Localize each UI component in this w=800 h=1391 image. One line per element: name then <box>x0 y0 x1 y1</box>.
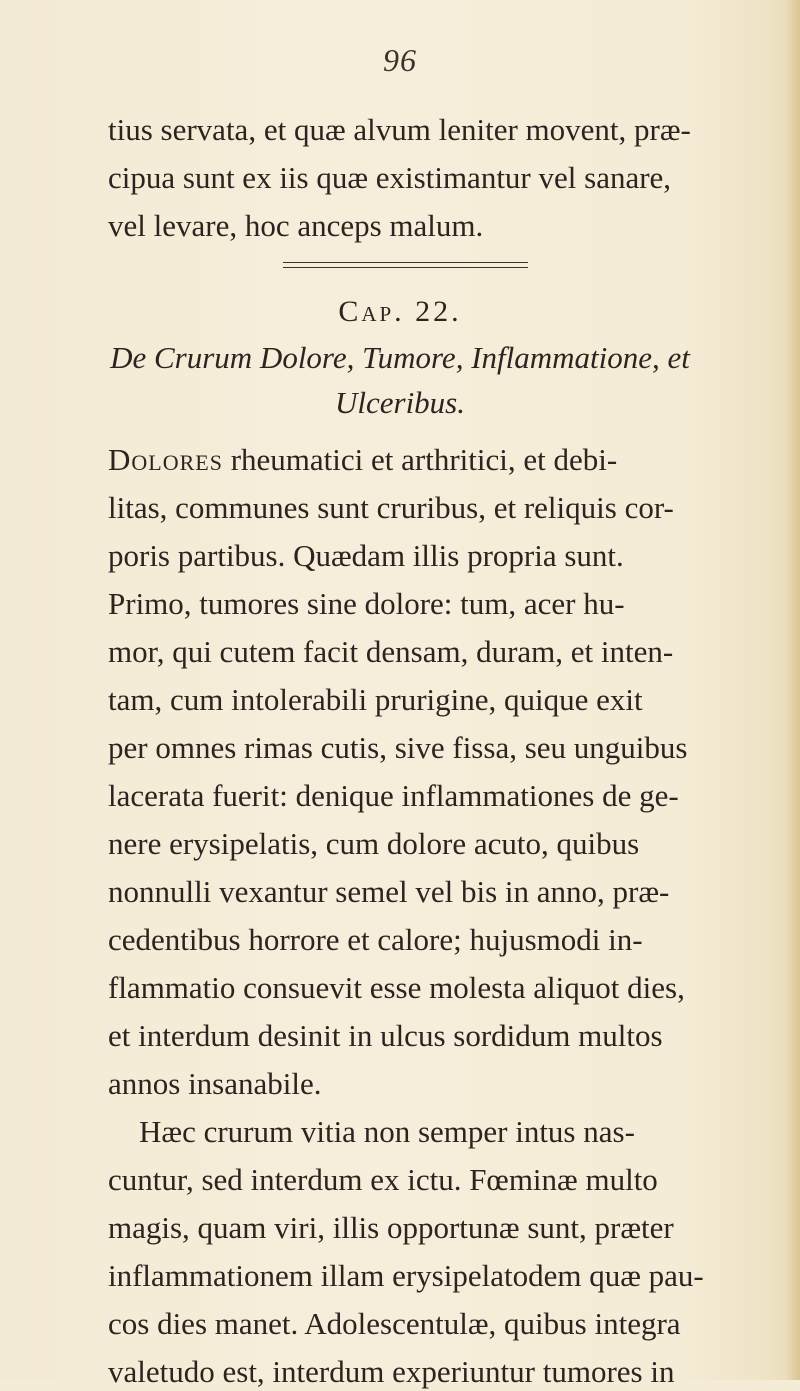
text-line: cuntur, sed interdum ex ictu. Fœminæ multo <box>108 1162 658 1197</box>
page-edge-shadow <box>786 0 800 1380</box>
text-line: cipua sunt ex iis quæ existimantur vel sanare, <box>108 160 672 195</box>
divider-rule <box>283 267 528 268</box>
text-line: per omnes rimas cutis, sive fissa, seu unguibus <box>108 730 688 765</box>
chapter-heading: Cap. 22. <box>338 295 462 328</box>
text-line: Hæc crurum vitia non semper intus nas- <box>108 1114 635 1149</box>
text-line: Primo, tumores sine dolore: tum, acer hu- <box>108 586 625 621</box>
text-line: et interdum desinit in ulcus sordidum multos <box>108 1018 663 1053</box>
text-line: flammatio consuevit esse molesta aliquot dies, <box>108 970 685 1005</box>
chapter-title-line: De Crurum Dolore, Tumore, Inflammatione, et <box>110 340 690 375</box>
text-line: mor, qui cutem facit densam, duram, et inten- <box>108 634 674 669</box>
chapter-title-line: Ulceribus. <box>334 385 465 420</box>
body-first-line <box>108 441 740 479</box>
drop-word: Dolores <box>108 442 223 477</box>
text-line: tius servata, et quæ alvum leniter movent, præ- <box>108 112 691 147</box>
text-line: vel levare, hoc anceps malum. <box>108 208 484 243</box>
text-line: annos insanabile. <box>108 1066 322 1101</box>
text-line: magis, quam viri, illis opportunæ sunt, præter <box>108 1210 674 1245</box>
text-line: cedentibus horrore et calore; hujusmodi in- <box>108 922 643 957</box>
text-line: tam, cum intolerabili prurigine, quique exit <box>108 682 643 717</box>
text-line: litas, communes sunt cruribus, et reliquis cor- <box>108 490 674 525</box>
text-line: valetudo est, interdum experiuntur tumores in <box>108 1354 675 1389</box>
text-line: nonnulli vexantur semel vel bis in anno, præ- <box>108 874 670 909</box>
text-line: cos dies manet. Adolescentulæ, quibus integra <box>108 1306 681 1341</box>
text-line: nere erysipelatis, cum dolore acuto, quibus <box>108 826 640 861</box>
text-line: lacerata fuerit: denique inflammationes de ge- <box>108 778 679 813</box>
first-line-text: rheumatici et arthritici, et debi- <box>222 442 618 477</box>
text-line: poris partibus. Quædam illis propria sunt. <box>108 538 624 573</box>
page-number: 96 <box>383 42 417 78</box>
divider-rule <box>283 262 528 263</box>
text-line: inflammationem illam erysipelatodem quæ pau- <box>108 1258 704 1293</box>
